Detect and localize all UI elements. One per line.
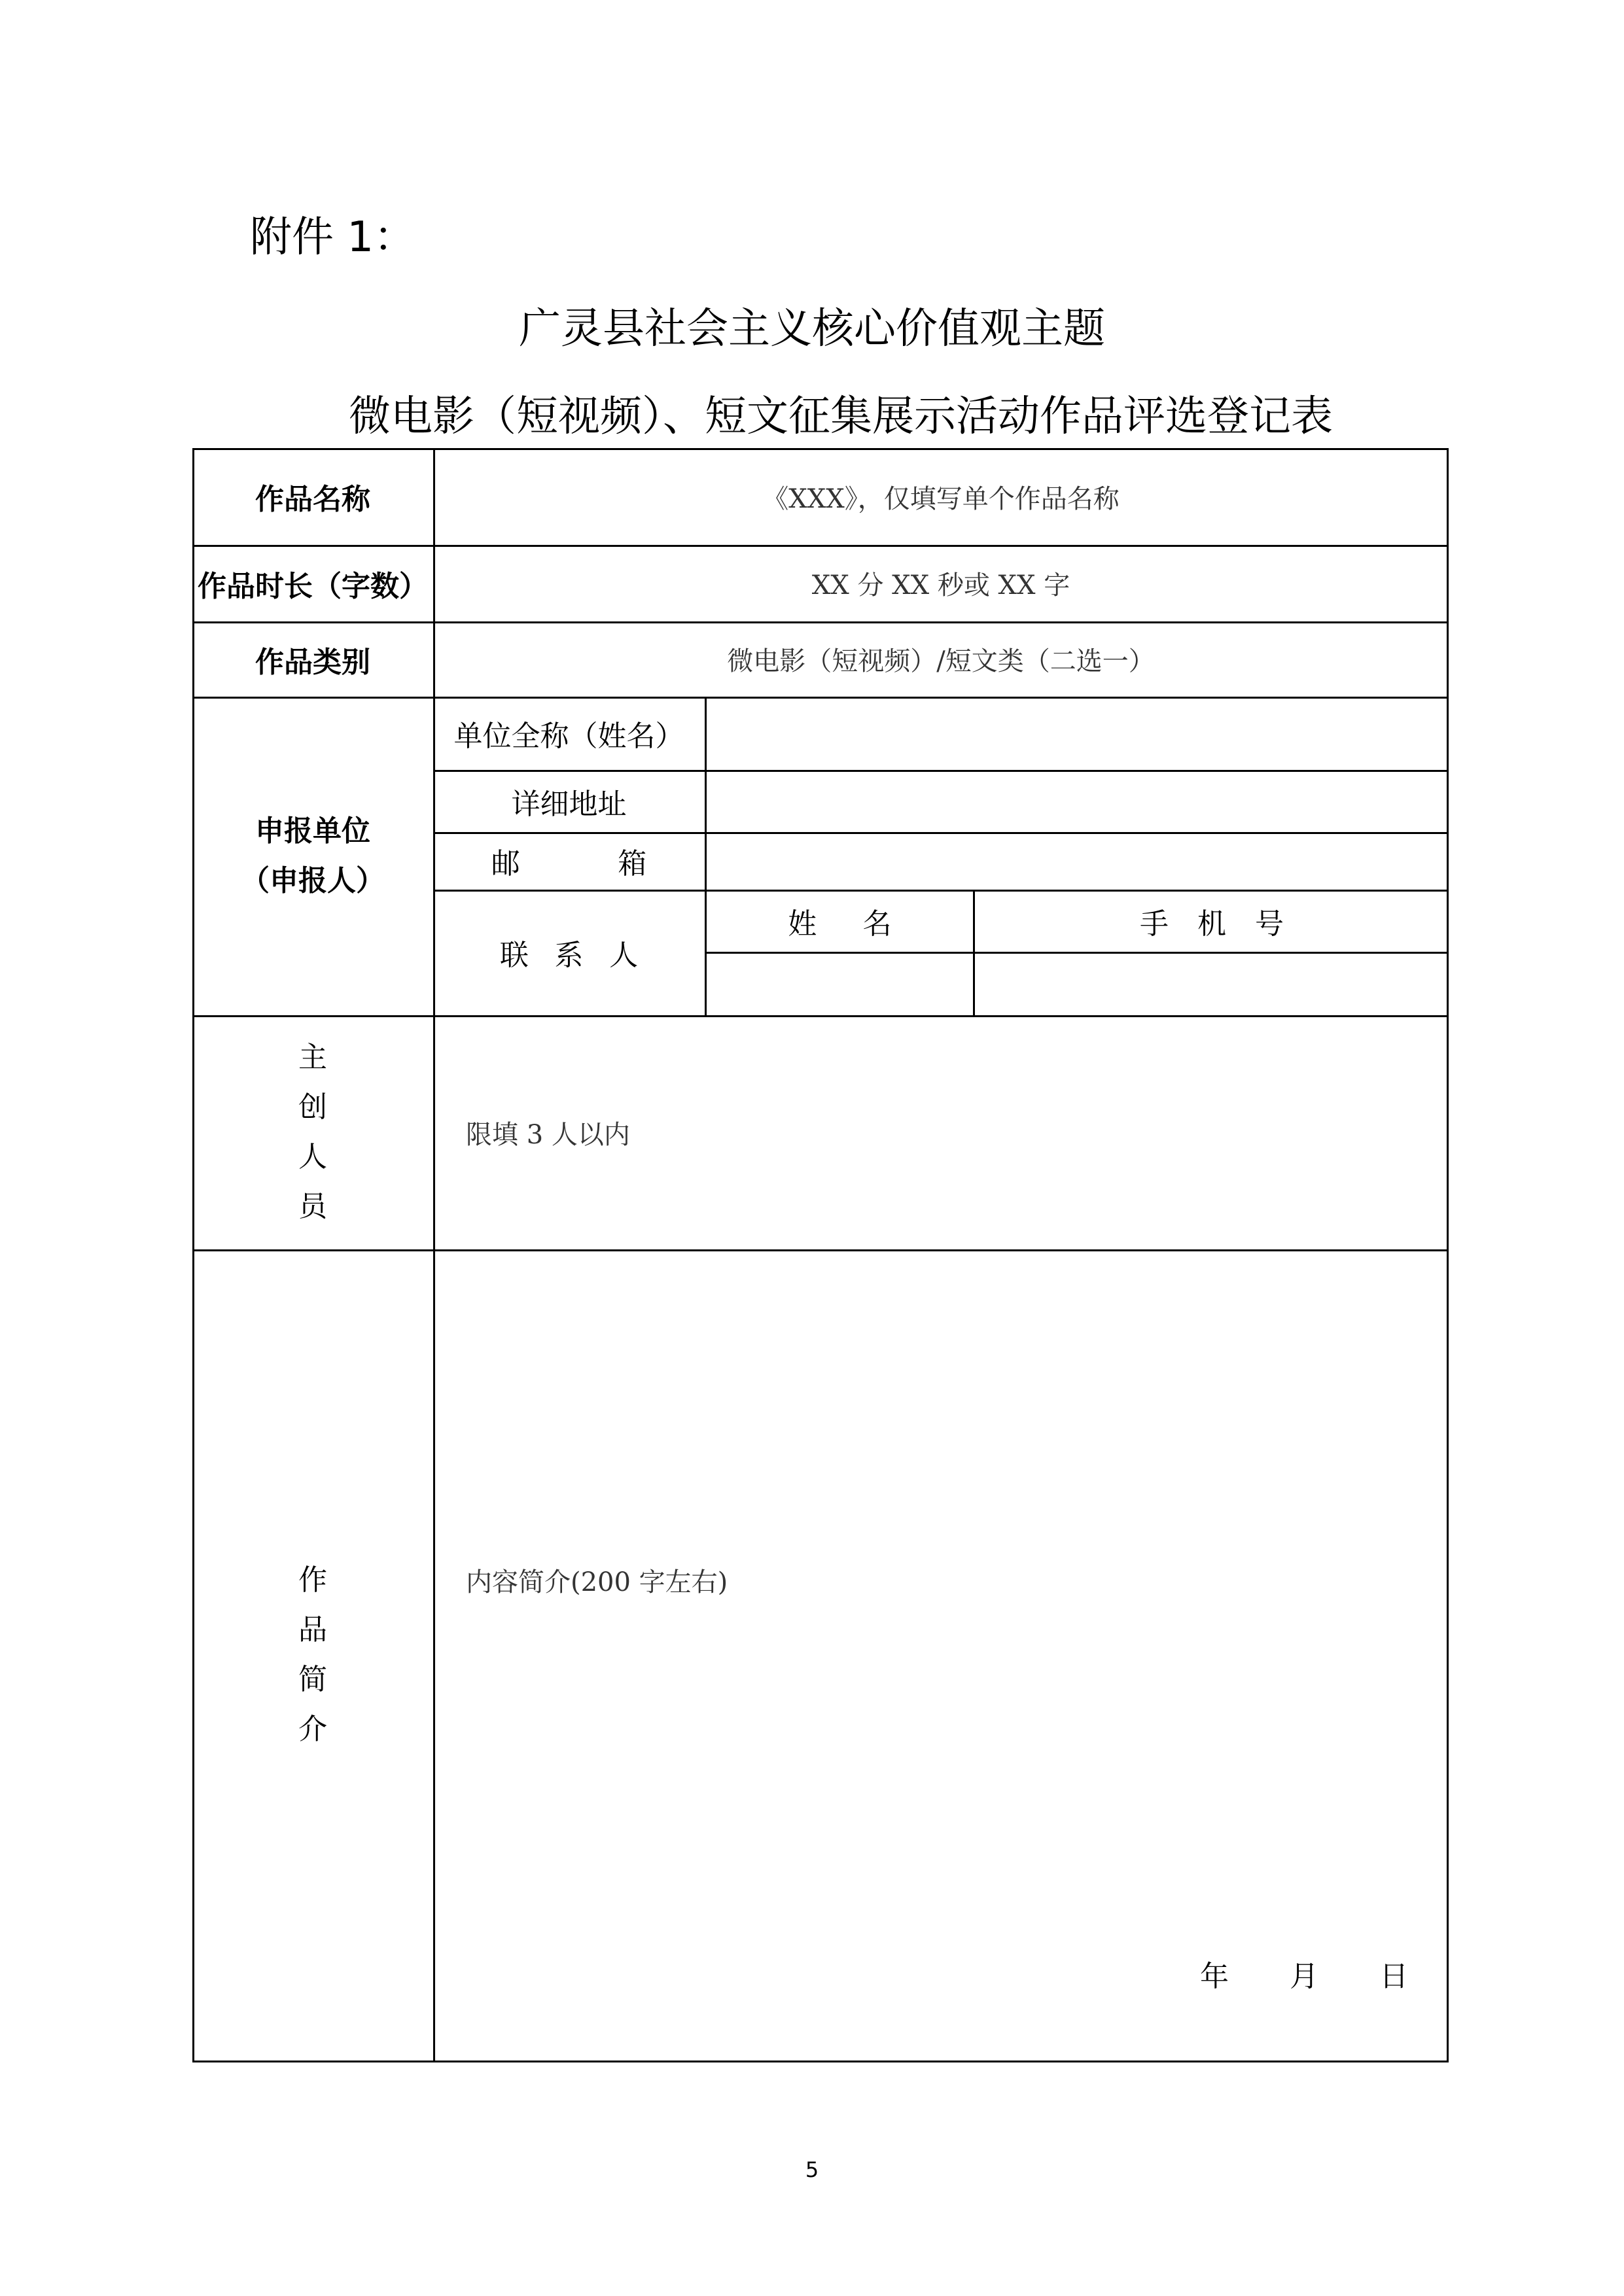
category-field[interactable]: 微电影（短视频）/短文类（二选一） <box>727 646 1155 676</box>
contact-phone-field[interactable] <box>975 954 1449 1015</box>
contact-phone-header-text: 手机号 <box>1140 907 1313 941</box>
contact-label-text: 联系人 <box>499 939 664 972</box>
date-line: 年 月 日 <box>1200 1960 1409 1993</box>
creators-label-char: 员 <box>298 1190 327 1223</box>
creators-label <box>192 1015 433 1249</box>
email-field[interactable] <box>707 832 1449 890</box>
summary-field[interactable]: 内容简介(200 字左右) <box>466 1567 728 1597</box>
creators-label-char: 人 <box>298 1140 327 1174</box>
contact-label <box>433 890 705 1015</box>
applicant-label-line2: （申报人） <box>241 863 385 897</box>
applicant-label-line1: 申报单位 <box>255 814 370 848</box>
page-number: 5 <box>805 2157 819 2182</box>
form-title-line1: 广灵县社会主义核心价值观主题 <box>519 305 1105 353</box>
email-label-text: 邮箱 <box>491 847 745 880</box>
creators-field[interactable]: 限填 3 人以内 <box>466 1119 630 1150</box>
summary-label <box>192 1249 433 2061</box>
address-label: 详细地址 <box>511 787 627 821</box>
creators-label-char: 创 <box>298 1090 327 1124</box>
creators-label-char: 主 <box>298 1041 327 1074</box>
category-label: 作品类别 <box>255 645 370 679</box>
duration-label: 作品时长（字数） <box>198 569 428 603</box>
summary-label-char: 品 <box>298 1613 327 1646</box>
summary-label-char: 简 <box>298 1663 327 1696</box>
org-fullname-field[interactable] <box>707 697 1449 770</box>
form-title-line2: 微电影（短视频）、短文征集展示活动作品评选登记表 <box>349 392 1333 441</box>
org-fullname-label: 单位全称（姓名） <box>453 720 684 753</box>
work-name-label: 作品名称 <box>255 483 370 516</box>
table-border-bottom <box>192 2061 1449 2062</box>
contact-name-field[interactable] <box>707 954 973 1015</box>
summary-label-char: 介 <box>298 1713 327 1746</box>
attachment-label: 附件 1： <box>250 213 416 262</box>
contact-name-header-text: 姓名 <box>788 907 938 941</box>
address-field[interactable] <box>707 770 1449 832</box>
summary-label-char: 作 <box>298 1563 327 1597</box>
work-name-field[interactable]: 《XXX》，仅填写单个作品名称 <box>762 483 1120 514</box>
duration-field[interactable]: XX 分 XX 秒或 XX 字 <box>811 570 1070 600</box>
email-label <box>433 832 745 890</box>
registration-form-table <box>192 448 1449 2062</box>
contact-phone-header <box>975 890 1449 952</box>
contact-name-header <box>707 890 973 952</box>
